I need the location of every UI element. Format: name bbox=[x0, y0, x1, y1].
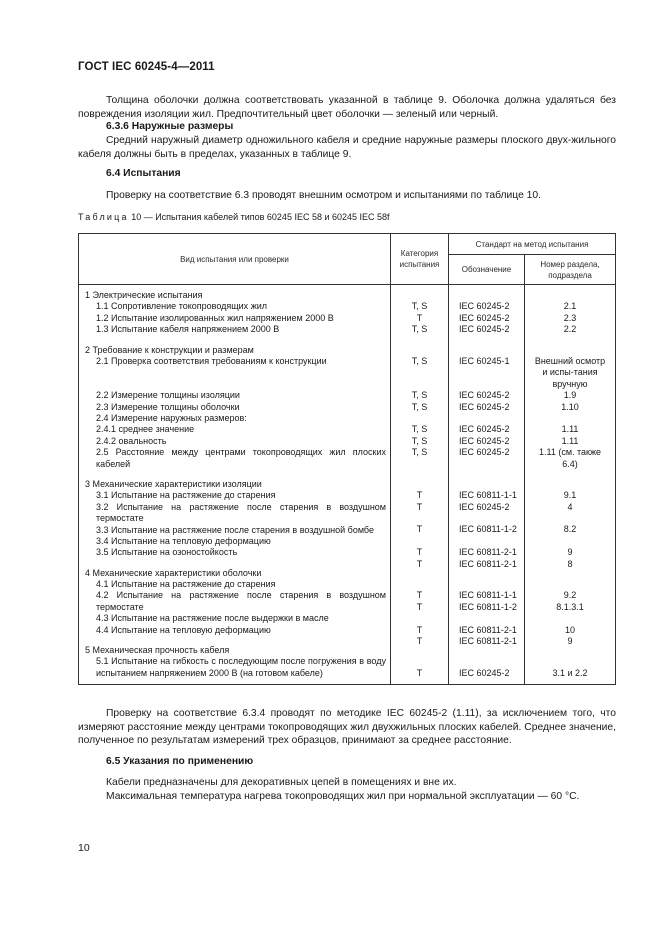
section-value: 2.2 bbox=[563, 324, 577, 335]
category-value: T bbox=[416, 547, 423, 558]
designation-value bbox=[449, 413, 524, 424]
test-name: 3.4 Испытание на тепловую деформацию bbox=[96, 535, 271, 546]
paragraph-outer-dimensions: Средний наружный диаметр одножильного кабеля и средние наружные размеры плоского двух-жильного кабеля должны быть в пределах, указанных в таблице 9. bbox=[78, 135, 616, 160]
designation-value: IEC 60245-2 bbox=[459, 390, 510, 401]
paragraph-measurement-method: Проверку на соответствие 6.3.4 проводят по методике IEC 60245-2 (1.11), за исключением того, что измеряют расстояние между центрами токопроводящих жил двухжильных плоских кабелей. Среднее значение, полученное по результатам измерений трех образцов, принимают за среднее расстояние. bbox=[78, 708, 616, 746]
paragraph-tests: Проверку на соответствие 6.3 проводят внешним осмотром и испытаниями по таблице 10. bbox=[106, 190, 541, 201]
section-value bbox=[525, 413, 615, 424]
column-sections bbox=[525, 285, 616, 685]
header-designation: Обозначение bbox=[449, 255, 525, 285]
designation-value: IEC 60245-2 bbox=[459, 424, 510, 435]
category-value: T bbox=[416, 558, 423, 569]
column-categories bbox=[391, 285, 449, 685]
category-value: T bbox=[416, 524, 423, 535]
section-value: 1.11 (см. также 6.4) bbox=[538, 447, 602, 469]
group-title: 2 Требование к конструкции и размерам bbox=[85, 344, 254, 355]
category-value: T bbox=[416, 624, 423, 635]
designation-value: IEC 60811-2-1 bbox=[459, 547, 517, 558]
section-value: 2.3 bbox=[563, 312, 577, 323]
test-name: 4.2 Испытание на растяжение после старения в воздушном термостате bbox=[96, 590, 386, 612]
designation-value: IEC 60811-2-1 bbox=[459, 636, 517, 647]
category-value: T bbox=[416, 636, 423, 647]
designation-value: IEC 60245-2 bbox=[459, 301, 510, 312]
paragraph-max-temperature: Максимальная температура нагрева токопроводящих жил при нормальной эксплуатации — 60 °C. bbox=[106, 791, 580, 802]
designation-value: IEC 60811-2-1 bbox=[459, 624, 517, 635]
designation-value: IEC 60811-1-1 bbox=[459, 590, 517, 601]
header-section-number: Номер раздела, подраздела bbox=[525, 255, 616, 285]
designation-value: IEC 60245-2 bbox=[459, 435, 510, 446]
category-value: T bbox=[416, 601, 423, 612]
category-value: T, S bbox=[411, 401, 428, 412]
section-value: 1.11 bbox=[561, 424, 579, 435]
section-value: 9 bbox=[567, 636, 573, 647]
paragraph-application: Кабели предназначены для декоративных цепей в помещениях и вне их. bbox=[106, 777, 457, 788]
category-value: T bbox=[416, 490, 423, 501]
category-value: T, S bbox=[411, 447, 428, 458]
section-value: 8.2 bbox=[563, 524, 577, 535]
test-name: 4.3 Испытание на растяжение после выдержки в масле bbox=[96, 613, 329, 624]
category-value: T, S bbox=[411, 355, 428, 366]
designation-value: IEC 60811-1-1 bbox=[459, 490, 517, 501]
test-name: 4.1 Испытание на растяжение до старения bbox=[96, 579, 276, 590]
test-name: 2.4 Измерение наружных размеров: bbox=[96, 412, 247, 423]
test-name: 4.4 Испытание на тепловую деформацию bbox=[96, 624, 271, 635]
section-value: 8.1.3.1 bbox=[556, 601, 584, 612]
group-title: 5 Механическая прочность кабеля bbox=[85, 645, 230, 656]
section-value: 4 bbox=[567, 501, 573, 512]
group-title: 3 Механические характеристики изоляции bbox=[85, 478, 262, 489]
test-name: 1.1 Сопротивление токопроводящих жил bbox=[96, 301, 267, 312]
section-value: 1.10 bbox=[561, 401, 579, 412]
test-name: 3.2 Испытание на растяжение после старения в воздушном термостате bbox=[96, 501, 386, 524]
section-value: 10 bbox=[564, 624, 575, 635]
designation-value: IEC 60811-2-1 bbox=[459, 558, 517, 569]
test-name: 2.4.2 овальность bbox=[96, 435, 167, 446]
test-name: 3.5 Испытание на озоностойкость bbox=[96, 547, 238, 558]
heading-6-3-6: 6.3.6 Наружные размеры bbox=[106, 121, 234, 132]
header-standard: Стандарт на метод испытания bbox=[449, 234, 616, 255]
page-number: 10 bbox=[78, 842, 90, 854]
category-value: T, S bbox=[411, 424, 428, 435]
category-value: T, S bbox=[411, 435, 428, 446]
test-name: 1.3 Испытание кабеля напряжением 2000 В bbox=[96, 324, 280, 335]
document-header: ГОСТ IEC 60245-4—2011 bbox=[78, 61, 215, 73]
group-title: 4 Механические характеристики оболочки bbox=[85, 567, 262, 578]
category-value bbox=[391, 413, 448, 424]
column-designations bbox=[449, 285, 525, 685]
test-name: 3.1 Испытание на растяжение до старения bbox=[96, 490, 276, 501]
test-name: 2.2 Измерение толщины изоляции bbox=[96, 390, 240, 401]
section-value: 9.2 bbox=[563, 590, 577, 601]
category-value: T bbox=[416, 667, 423, 678]
caption-text: 10 — Испытания кабелей типов 60245 IEC 58 и 60245 IEC 58f bbox=[128, 212, 390, 222]
designation-value: IEC 60245-2 bbox=[459, 447, 510, 458]
heading-6-4: 6.4 Испытания bbox=[106, 168, 181, 179]
designation-value: IEC 60245-2 bbox=[459, 401, 510, 412]
test-name: 2.4.1 среднее значение bbox=[96, 424, 195, 435]
category-value: T bbox=[416, 312, 423, 323]
section-value: 9.1 bbox=[563, 490, 577, 501]
category-value: T, S bbox=[411, 324, 428, 335]
header-test-type: Вид испытания или проверки bbox=[79, 234, 391, 285]
section-value: 1.9 bbox=[563, 390, 577, 401]
category-value: T, S bbox=[411, 301, 428, 312]
section-value: 8 bbox=[567, 558, 573, 569]
group-title: 1 Электрические испытания bbox=[85, 290, 203, 300]
designation-value: IEC 60245-1 bbox=[459, 355, 510, 366]
designation-value: IEC 60245-2 bbox=[459, 312, 510, 323]
designation-value: IEC 60245-2 bbox=[459, 324, 510, 335]
section-value: 2.1 bbox=[563, 301, 577, 312]
designation-value: IEC 60811-1-2 bbox=[459, 524, 517, 535]
paragraph-sheath-thickness: Толщина оболочки должна соответствовать указанной в таблице 9. Оболочка должна удаляться без повреждения изоляции жил. Предпочтительный цвет оболочки — зеленый или черный. bbox=[78, 95, 616, 120]
test-name: 2.5 Расстояние между центрами токопроводящих жил плоских кабелей bbox=[96, 447, 386, 469]
test-name: 2.1 Проверка соответствия требованиям к конструкции bbox=[96, 355, 327, 366]
caption-prefix: Таблица bbox=[78, 212, 129, 222]
test-name: 3.3 Испытание на растяжение после старения в воздушной бомбе bbox=[96, 524, 374, 535]
column-test-names bbox=[79, 285, 391, 685]
section-value: 9 bbox=[567, 547, 573, 558]
section-value: Внешний осмотр и испы-тания вручную bbox=[534, 355, 606, 389]
heading-6-5: 6.5 Указания по применению bbox=[106, 756, 254, 767]
category-value: T bbox=[416, 590, 423, 601]
test-name: 5.1 Испытание на гибкость с последующим после погружения в воду испытанием напряжением 2000 В (на готовом кабеле) bbox=[96, 656, 386, 678]
test-name: 2.3 Измерение толщины оболочки bbox=[96, 401, 240, 412]
tests-table bbox=[78, 233, 616, 685]
category-value: T bbox=[416, 501, 423, 512]
section-value: 3.1 и 2.2 bbox=[552, 667, 588, 678]
header-category: Категория испытания bbox=[391, 234, 449, 285]
designation-value: IEC 60245-2 bbox=[459, 501, 510, 512]
designation-value: IEC 60245-2 bbox=[459, 667, 510, 678]
designation-value: IEC 60811-1-2 bbox=[459, 601, 517, 612]
table-caption bbox=[78, 212, 390, 222]
category-value: T, S bbox=[411, 390, 428, 401]
section-value: 1.11 bbox=[561, 435, 579, 446]
test-name: 1.2 Испытание изолированных жил напряжением 2000 В bbox=[96, 312, 334, 323]
